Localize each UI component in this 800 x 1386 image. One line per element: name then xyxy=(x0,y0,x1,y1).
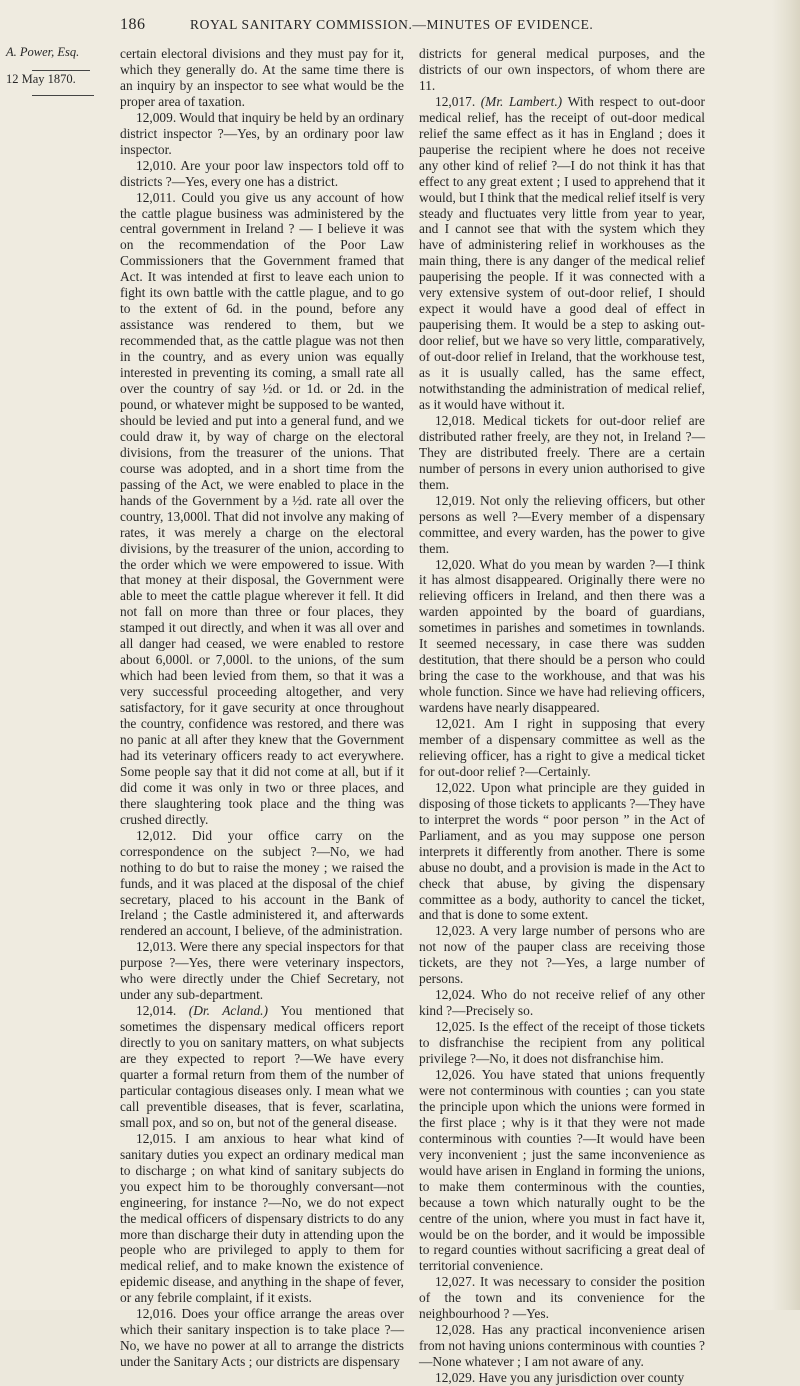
question-paragraph xyxy=(419,1067,705,1274)
paragraph-text: Are your poor law inspectors told off to districts ?—Yes, every one has a district. xyxy=(120,157,404,189)
paragraph-text: Medical tickets for out-door relief are distributed rather freely, are they not, in Ireland ?—They are distributed freely. There are a certain number of persons in every union authorised to give them. xyxy=(419,412,705,492)
continued-paragraph xyxy=(120,46,404,110)
question-paragraph xyxy=(419,557,705,717)
hearing-date: 12 May 1870. xyxy=(6,72,76,86)
margin-note xyxy=(6,44,114,96)
question-number: 12,017. xyxy=(435,93,481,109)
question-number: 12,012. xyxy=(136,827,192,843)
question-number: 12,027. xyxy=(435,1274,480,1290)
paragraph-text: You mentioned that sometimes the dispensary medical officers report directly to you on sanitary matters, on what subjects are they expected to report ?—We have every quarter a formal return from them of the number of particular contagious diseases only. I mean what we call preventible diseases, that is fever, scarlatina, small pox, and so on, but not of the general disease. xyxy=(120,1003,404,1130)
witness-name: A. Power, Esq. xyxy=(6,45,80,59)
question-number: 12,024. xyxy=(435,987,482,1003)
question-paragraph xyxy=(419,413,705,493)
continued-paragraph xyxy=(419,46,705,94)
running-title: ROYAL SANITARY COMMISSION.—MINUTES OF EVIDENCE. xyxy=(190,17,594,32)
question-number: 12,026. xyxy=(435,1067,482,1082)
paragraph-text: A very large number of persons who are not now of the pauper class are receiving those tickets, are they not ?—Yes, a large number of persons. xyxy=(419,923,706,987)
paragraph-text: Could you give us any account of how the cattle plague business was administered by the central government in Ireland ? — I believe it was on the recommendation of the Poor Law Commissioners that the Government framed that Act. It was intended at first to leave each union to fight its own battle with the cattle plague, and to go to the extent of 6d. in the pound, before any assistance was rendered to them, but we recommended that, as the cattle plague was not then in the country, and as every union was equally interested in preventing its coming, a small rate all over the country of say ½d. or 1d. or 2d. in the pound, or whatever might be supposed to be wanted, should be levied and put into a general fund, and we could draw it, by way of charge on the electoral divisions, from the treasurer of the unions. That course was adopted, and in a short time from the passing of the Act, we were enabled to place in the hands of the Government by a ½d. rate all over the country, 13,000l. That did not involve any making of rates, it was merely a charge on the electoral divisions, by the treasurer of the union, according to the order which we were empowered to issue. With that money at their disposal, the Government were able to meet the cattle plague wherever it fell. It did not fall on more than three or four places, they stamped it out directly, and when it was all over and all danger had ceased, we were enabled to restore about 6,000l. or 7,000l. to the unions, of the sum which had been levied from them, so that it was a very successful proceeding altogether, and very satisfactory, for it gave security at once throughout the country, confidence was restored, and there was no panic at all after they knew that the Government had its veterinary officers ready to act everywhere. Some people say that it did not come at all, but if it did come it was only in two or three places, and there slaughtering took place and the thing was crushed directly. xyxy=(120,189,404,827)
paragraph-text: Not only the relieving officers, but other persons as well ?—Every member of a dispensary committee, and every warden, has the power to give them. xyxy=(419,492,705,556)
page-number: 186 xyxy=(120,16,146,33)
question-number: 12,014. xyxy=(136,1003,189,1019)
paragraph-text: Am I right in supposing that every member of a dispensary committee as well as the relieving officer, has a right to give a medical ticket for out-door relief ?—Certainly. xyxy=(419,716,706,779)
paragraph-text: Did your office carry on the correspondence on the subject ?—No, we had nothing to do but to raise the money ; we raised the funds, and it was placed at the disposal of the chief secretary, placed to his account in the Bank of Ireland ; the Castle administered it, and afterwards rendered an account, I believe, of the administration. xyxy=(120,827,404,939)
paragraph-text: Have you any jurisdiction over county xyxy=(478,1370,685,1386)
paragraph-text: You have stated that unions frequently were not conterminous with counties ; can you state the principle upon which the unions were formed in the first place ; why is it that they were not made conterminous with counties ?—It would have been very inconvenient ; just the same inconvenience as would have arisen in England in forming the unions, to make them conterminous with the counties, because a town which naturally ought to be the centre of the union, where you must in fact have it, would be on the border, and it would be impossible to regard counties without sacrificing a great deal of territorial convenience. xyxy=(419,1067,705,1274)
paragraph-text: Upon what principle are they guided in disposing of those tickets to applicants ?—They have to interpret the words “ poor person ” in the Act of Parliament, and as you may suppose one person interprets it differently from another. There is some abuse no doubt, and a provision is made in the Act to check that abuse, by giving the dispensary committee as a body, authority to cancel the ticket, and that is done to some extent. xyxy=(419,779,705,923)
speaker-name: (Dr. Acland.) xyxy=(188,1003,281,1019)
question-number: 12,028. xyxy=(435,1322,483,1338)
paragraph-text: What do you mean by warden ?—I think it has almost disappeared. Originally there were no relieving officers in Ireland, and then there was a warden appointed by the board of guardians, sometimes in parishes and sometimes in townlands. It seemed necessary, in case there was sudden destitution, that there should be a person who could bring the case to the workhouse, and that was his whole function. Since we have had relieving officers, wardens have nearly disappeared. xyxy=(419,556,705,716)
question-paragraph xyxy=(120,158,404,190)
paragraph-text: Were there any special inspectors for that purpose ?—Yes, there were veterinary inspectors, who were directly under the Chief Secretary, not under any sub-department. xyxy=(120,939,404,1003)
question-paragraph xyxy=(120,1306,404,1370)
question-number: 12,020. xyxy=(435,556,480,572)
question-number: 12,010. xyxy=(136,157,181,173)
paragraph-text: Is the effect of the receipt of those tickets to disfranchise the recipient from any political privilege ?—No, it does not disfranchise him. xyxy=(419,1019,705,1067)
question-paragraph xyxy=(419,923,705,987)
right-column xyxy=(419,46,705,1386)
question-paragraph xyxy=(120,828,404,940)
paragraph-text: Has any practical inconvenience arisen from not having unions conterminous with counties ?—None whatever ; I am not aware of any. xyxy=(419,1322,705,1370)
speaker-name: (Mr. Lambert.) xyxy=(480,93,568,109)
margin-rule xyxy=(32,95,94,96)
question-paragraph xyxy=(120,1003,404,1131)
paragraph-text: I am anxious to hear what kind of sanitary duties you expect an ordinary medical man to discharge ; on what kind of sanitary subjects do you expect him to be thoroughly conversant—not engineering, for instance ?—No, we do not expect the medical officers of dispensary districts to do any more than discharge their duty in attending upon the people who are privileged to apply to them for medical relief, and to make known the existence of epidemic disease, and anything in the shape of fever, or any febrile complaint, if it exists. xyxy=(120,1130,404,1306)
left-column xyxy=(120,46,404,1370)
paragraph-text: certain electoral divisions and they must pay for it, which they generally do. At the same time there is an inquiry by an inspector to see what would be the proper area of taxation. xyxy=(120,46,404,109)
question-paragraph xyxy=(419,716,705,780)
question-number: 12,018. xyxy=(435,412,483,428)
question-number: 12,022. xyxy=(435,779,481,795)
question-number: 12,025. xyxy=(435,1019,480,1035)
paragraph-text: It was necessary to consider the position of the town and its convenience for the neighbourhood ? —Yes. xyxy=(419,1274,705,1322)
question-paragraph xyxy=(419,1370,705,1386)
question-paragraph xyxy=(419,1019,705,1067)
question-number: 12,011. xyxy=(136,189,182,205)
question-number: 12,013. xyxy=(136,939,180,955)
question-paragraph xyxy=(120,1131,404,1306)
question-paragraph xyxy=(419,780,705,924)
page-smudge xyxy=(380,1285,410,1297)
question-paragraph xyxy=(419,1274,705,1322)
question-paragraph xyxy=(419,94,705,413)
paragraph-text: Who do not receive relief of any other kind ?—Precisely so. xyxy=(419,987,705,1019)
paragraph-text: districts for general medical purposes, and the districts of our own inspectors, of whom there are 11. xyxy=(419,46,705,93)
question-paragraph xyxy=(120,939,404,1003)
page-edge-shadow xyxy=(772,0,800,1310)
running-header xyxy=(120,14,760,38)
question-paragraph xyxy=(120,110,404,158)
question-number: 12,019. xyxy=(435,492,480,508)
question-paragraph xyxy=(419,493,705,557)
question-paragraph xyxy=(419,1322,705,1370)
question-number: 12,009. xyxy=(136,109,180,125)
question-number: 12,029. xyxy=(435,1370,479,1386)
question-number: 12,015. xyxy=(136,1130,186,1146)
paragraph-text: Would that inquiry be held by an ordinary district inspector ?—Yes, by an ordinary poor law inspector. xyxy=(120,109,405,157)
paragraph-text: Does your office arrange the areas over which their sanitary inspection is to take place ?—No, we have no power at all to arrange the districts under the Sanitary Acts ; our districts are dispensary xyxy=(120,1306,404,1370)
question-number: 12,023. xyxy=(435,923,480,939)
paragraph-text: With respect to out-door medical relief, has the receipt of out-door medical relief the same effect as it has in England ; does it pauperise the recipient where he does not receive any other kind of relief ?—I do not think it has that effect to any great extent ; I used to apprehend that it would, but I think that the medical relief itself is very steady and fluctuates very little from year to year, and I cannot see that with the system which they have of administering relief in workhouses as the main thing, there is any danger of the medical relief pauperising the people. If it was connected with a very extensive system of out-door relief, I should expect it would have a good deal of effect in pauperising them. It would be a step to asking out-door relief, but we have so very little, comparatively, of out-door relief in Ireland, that the workhouse test, as it is usually called, has the same effect, notwithstanding the administration of medical relief, as it would have without it. xyxy=(419,93,705,412)
question-paragraph xyxy=(120,190,404,828)
question-number: 12,021. xyxy=(435,716,484,732)
question-number: 12,016. xyxy=(136,1306,182,1322)
question-paragraph xyxy=(419,987,705,1019)
